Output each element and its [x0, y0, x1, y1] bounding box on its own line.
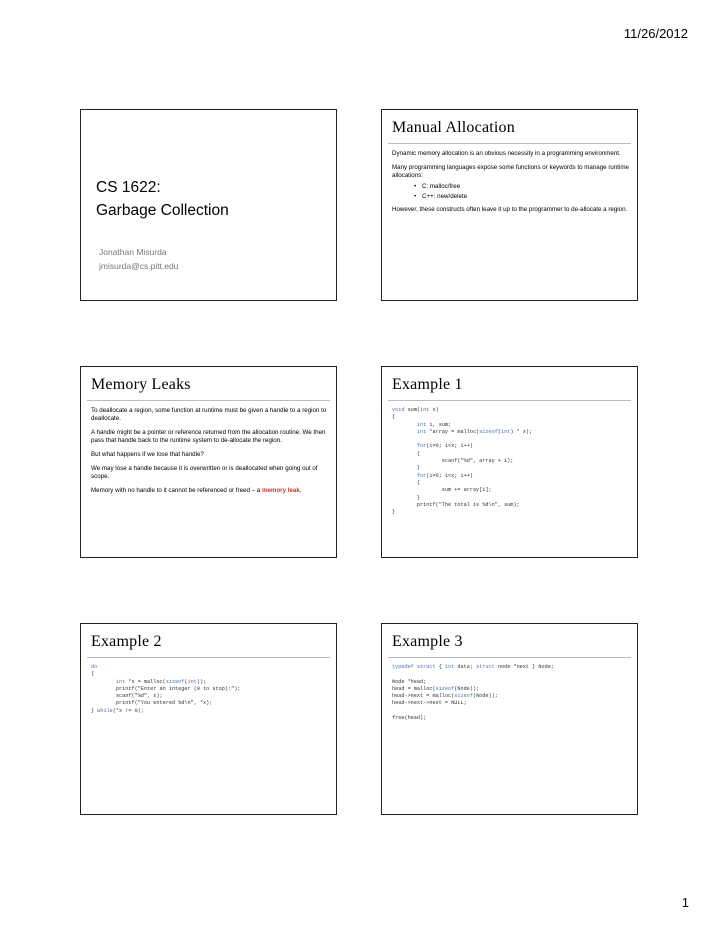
- code-line: void sum(int x): [392, 407, 439, 413]
- memory-leak-term: memory leak: [261, 487, 300, 494]
- code-line: scanf("%d", x);: [91, 693, 163, 700]
- paragraph: But what happens if we lose that handle?: [91, 451, 204, 458]
- slide-body: [91, 407, 328, 501]
- slide-heading: Example 2: [91, 633, 162, 650]
- slide-example-2: [80, 623, 337, 815]
- code-block: [392, 407, 631, 516]
- code-line: [392, 708, 631, 715]
- slide-body: [392, 150, 629, 220]
- slide-heading: Manual Allocation: [392, 119, 515, 136]
- code-line: } while(*x != 0);: [91, 707, 144, 714]
- heading-divider: [388, 143, 631, 144]
- code-line: {: [392, 414, 396, 421]
- code-line: int i, sum;: [416, 421, 452, 428]
- slide-heading: Memory Leaks: [91, 376, 191, 393]
- code-line: }: [392, 509, 396, 516]
- code-line: for(i=0; i<x; i++): [416, 443, 473, 450]
- text-suffix: .: [299, 487, 302, 494]
- page-number: 1: [681, 895, 689, 910]
- code-line: [392, 436, 631, 443]
- code-line: {: [91, 671, 95, 678]
- slide-example-1: [381, 366, 638, 558]
- code-line: head = malloc(sizeof(Node));: [392, 685, 480, 692]
- code-line: {: [392, 479, 421, 486]
- code-line: int *array = malloc(sizeof(int) * x);: [416, 428, 533, 435]
- code-block: [91, 664, 330, 715]
- text-prefix: Memory with no handle to it cannot be referenced or freed – a: [91, 487, 262, 494]
- code-line: sum += array[i];: [392, 487, 492, 494]
- paragraph: Dynamic memory allocation is an obvious necessity in a programming environment.: [392, 150, 621, 157]
- paragraph: We may lose a handle because it is overwritten or is deallocated when going out of scope.: [91, 465, 318, 480]
- lecture-title-line2: Garbage Collection: [96, 202, 229, 219]
- paragraph: [91, 487, 328, 495]
- code-line: for(i=0; i<x; i++): [416, 472, 473, 479]
- heading-divider: [388, 400, 631, 401]
- code-line: free(head);: [392, 715, 427, 722]
- code-line: head->next = malloc(sizeof(Node));: [392, 693, 498, 700]
- slide-example-3: [381, 623, 638, 815]
- paragraph: Many programming languages expose some functions or keywords to manage runtime allocations:: [392, 164, 629, 179]
- code-line: scanf("%d", array + i);: [392, 458, 514, 465]
- code-line: typedef struct { int data; struct node *next } Node;: [392, 664, 554, 670]
- code-line: printf("You entered %d\n", *x);: [91, 700, 213, 707]
- author-block: [99, 245, 179, 273]
- slide-memory-leaks: [80, 366, 337, 558]
- paragraph: To deallocate a region, some function at runtime must be given a handle to a region to deallocate.: [91, 407, 327, 422]
- code-line: Node *head;: [392, 678, 427, 685]
- heading-divider: [87, 657, 330, 658]
- heading-divider: [87, 400, 330, 401]
- author-name: Jonathan Misurda: [99, 247, 167, 257]
- code-line: head->next->next = NULL;: [392, 700, 467, 707]
- lecture-title: [96, 176, 229, 222]
- code-line: do: [91, 664, 98, 670]
- paragraph: A handle might be a pointer or reference returned from the allocation routine. We then pass that handle back to the runtime system to de-allocate the region.: [91, 429, 326, 444]
- code-line: [392, 671, 631, 678]
- paragraph: However, these constructs often leave it up to the programmer to de-allocate a region.: [392, 206, 628, 213]
- code-line: }: [392, 494, 421, 501]
- bullet-list: [392, 183, 629, 201]
- code-line: printf("The total is %d\n", sum);: [392, 501, 520, 508]
- slide-title: [80, 109, 337, 301]
- bullet-item: • C++: new/delete: [392, 193, 629, 201]
- page-date: 11/26/2012: [623, 26, 688, 41]
- code-line: }: [392, 465, 421, 472]
- slide-heading: Example 1: [392, 376, 463, 393]
- bullet-item: • C: malloc/free: [392, 183, 629, 191]
- code-line: int *x = malloc(sizeof(int));: [115, 678, 207, 685]
- code-line: printf("Enter an integer (0 to stop):");: [91, 685, 241, 692]
- heading-divider: [388, 657, 631, 658]
- slide-manual-allocation: [381, 109, 638, 301]
- author-email: jmisurda@cs.pitt.edu: [99, 261, 179, 271]
- code-block: [392, 664, 631, 722]
- code-line: {: [392, 450, 421, 457]
- lecture-title-line1: CS 1622:: [96, 179, 161, 196]
- slide-heading: Example 3: [392, 633, 463, 650]
